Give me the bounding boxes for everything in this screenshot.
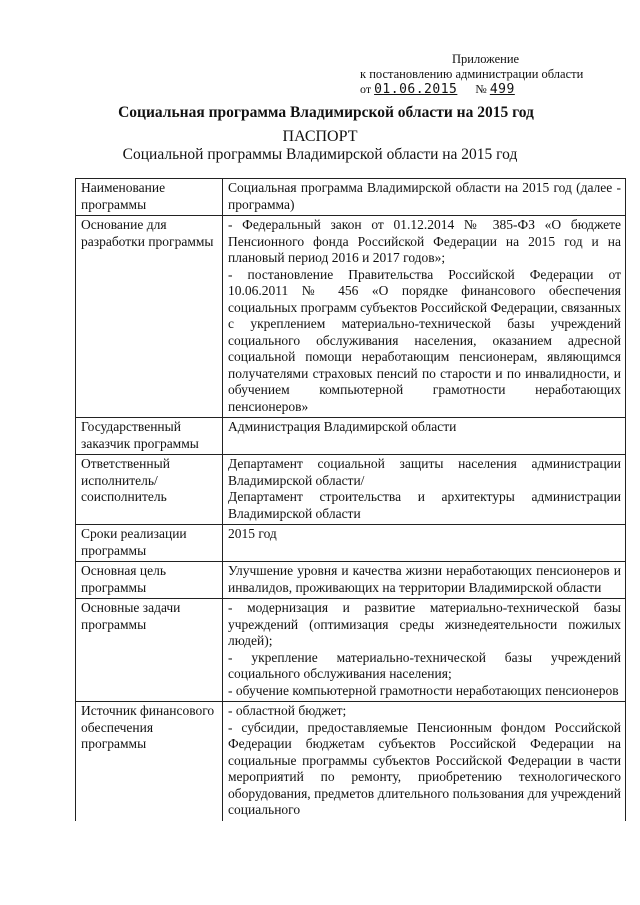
row-value: [223, 562, 626, 599]
row-label: Источник финансового обеспечения программы: [76, 702, 223, 821]
row-value-paragraph: Администрация Владимирской области: [228, 419, 457, 434]
passport-heading: ПАСПОРТ: [282, 128, 358, 145]
row-value: [223, 418, 626, 455]
passport-row: [76, 216, 626, 418]
row-value: [223, 179, 626, 216]
passport-subheading: Социальной программы Владимирской области на 2015 год: [122, 146, 518, 163]
row-value-paragraph: Улучшение уровня и качества жизни неработающих пенсионеров и инвалидов, проживающих на территории Владимирской области: [228, 563, 621, 595]
row-label: Государственный заказчик программы: [76, 418, 223, 455]
passport-row: [76, 702, 626, 821]
date-prefix: от: [360, 82, 372, 96]
passport-row: [76, 179, 626, 216]
row-value: [223, 216, 626, 418]
row-value-paragraph: - Федеральный закон от 01.12.2014 № 385-ФЗ «О бюджете Пенсионного фонда Российской Федерации на 2015 год и на плановый период 2016 и 2017 годов»;: [228, 217, 621, 265]
passport-row: [76, 562, 626, 599]
row-value-paragraph: - субсидии, предоставляемые Пенсионным фондом Российской Федерации бюджетам субъектов Российской Федерации на социальные программы субъектов Российской Федерации в части мероприятий по ремонту, приобретению технологического оборудования, предметов длительного пользования для учреждений социального: [228, 719, 621, 817]
passport-row: [76, 599, 626, 702]
row-value-paragraph: Социальная программа Владимирской области на 2015 год (далее - программа): [228, 180, 621, 212]
appendix-block: [360, 52, 610, 97]
resolution-number: 499: [489, 82, 515, 97]
appendix-date-line: [360, 82, 610, 97]
passport-row: [76, 418, 626, 455]
passport-row: [76, 525, 626, 562]
row-value-paragraph: - укрепление материально-технической базы учреждений социального обслуживания населения;: [228, 649, 621, 681]
row-value-paragraph: 2015 год: [228, 526, 277, 541]
row-value: [223, 455, 626, 525]
row-label: Ответственный исполнитель/ соисполнитель: [76, 455, 223, 525]
row-value-paragraph: - модернизация и развитие материально-технической базы учреждений (оптимизация среды жизнедеятельности пожилых людей);: [228, 600, 621, 648]
row-value: [223, 702, 626, 821]
row-label: Основная цель программы: [76, 562, 223, 599]
passport-table: [75, 178, 626, 821]
row-value-paragraph: Департамент социальной защиты населения администрации Владимирской области/: [228, 456, 621, 488]
row-label: Сроки реализации программы: [76, 525, 223, 562]
row-value-paragraph: - обучение компьютерной грамотности неработающих пенсионеров: [228, 682, 619, 698]
row-value: [223, 525, 626, 562]
document-title: Социальная программа Владимирской области на 2015 год: [118, 104, 534, 121]
row-value-paragraph: - постановление Правительства Российской Федерации от 10.06.2011 № 456 «О порядке финансового обеспечения социальных программ субъектов Российской Федерации, связанных с укреплением материально-технической базы учреждений социального обслуживания населения, оказанием адресной социальной помощи неработающим пенсионерам, являющимся получателями страховых пенсий по старости и по инвалидности, и обучением компьютерной грамотности неработающих пенсионеров»: [228, 266, 621, 414]
row-value-paragraph: Департамент строительства и архитектуры администрации Владимирской области: [228, 489, 621, 521]
row-label: Наименование программы: [76, 179, 223, 216]
appendix-label: Приложение: [452, 52, 520, 66]
row-value-paragraph: - областной бюджет;: [228, 703, 347, 718]
appendix-resolution: к постановлению администрации области: [360, 67, 584, 81]
row-value: [223, 599, 626, 702]
resolution-date: 01.06.2015: [374, 82, 458, 97]
row-label: Основание для разработки программы: [76, 216, 223, 418]
number-prefix: №: [475, 82, 487, 96]
row-label: Основные задачи программы: [76, 599, 223, 702]
passport-row: [76, 455, 626, 525]
